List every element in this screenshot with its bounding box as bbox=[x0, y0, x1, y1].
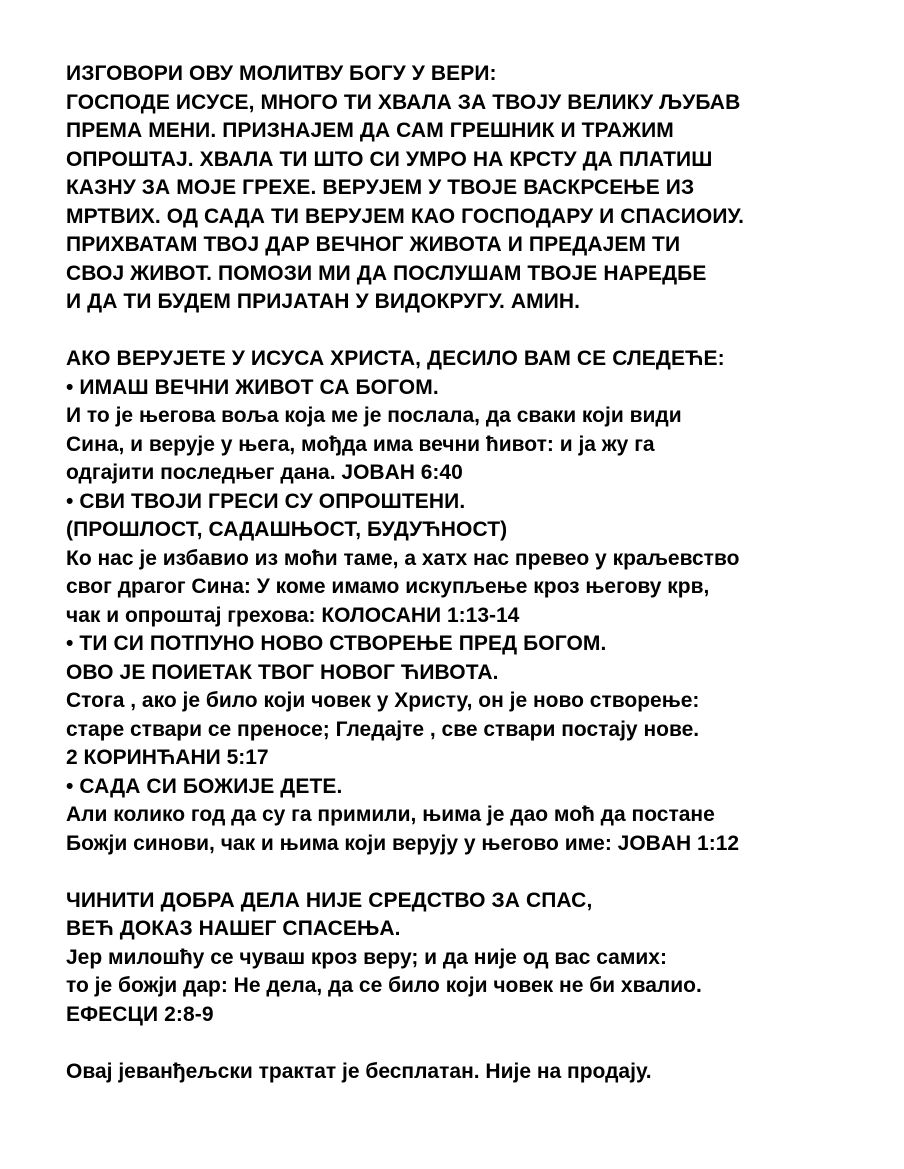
prayer-line: КАЗНУ ЗА МОЈЕ ГРЕХЕ. ВЕРУЈЕМ У ТВОЈЕ ВАСКРСЕЊЕ ИЗ bbox=[66, 176, 695, 199]
believers-section bbox=[66, 345, 886, 858]
prayer-line: ОПРОШТАЈ. ХВАЛА ТИ ШТО СИ УМРО НА КРСТУ ДА ПЛАТИШ bbox=[66, 147, 713, 171]
verse-line: одгајити последњег дана. JOBAH 6:40 bbox=[66, 461, 463, 484]
prayer-line: И ДА ТИ БУДЕМ ПРИЈАТАН У ВИДОКРУГУ. АМИН. bbox=[66, 290, 581, 313]
verse-line: 2 КОРИНЋАНИ 5:17 bbox=[66, 746, 269, 769]
free-tract-note: Овај јеванђељски трактат је бесплатан. Није на продају. bbox=[66, 1059, 652, 1083]
verse-line: Стога , ако је било који човек у Христу, он је ново створење: bbox=[66, 689, 700, 712]
verse-line: Али колико год да су га примили, њима је дао моћ да постане bbox=[66, 803, 715, 826]
prayer-section bbox=[66, 60, 886, 317]
verse-line: Ко нас је избавио из моћи таме, а хатх нас превео у краљевство bbox=[66, 546, 740, 570]
point-title-new-creation: • ТИ СИ ПОТПУНО НОВО СТВОРЕЊЕ ПРЕД БОГОМ. bbox=[66, 632, 607, 655]
point-subtitle-time: (ПРОШЛОСТ, САДАШЊОСТ, БУДУЋНОСТ) bbox=[66, 518, 508, 541]
verse-line: чак и опроштај грехова: КОЛОСАНИ 1:13-14 bbox=[66, 603, 520, 627]
verse-line: Јер милошћу се чуваш кроз веру; и да није од вас самих: bbox=[66, 945, 667, 969]
prayer-line: ПРЕМА МЕНИ. ПРИЗНАЈЕМ ДА САМ ГРЕШНИК И ТРАЖИМ bbox=[66, 119, 674, 142]
believers-heading: АКО ВЕРУЈЕТЕ У ИСУСА ХРИСТА, ДЕСИЛО ВАМ СЕ СЛЕДЕЋЕ: bbox=[66, 347, 725, 370]
point-title-eternal-life: • ИМАШ ВЕЧНИ ЖИВОТ СА БОГОМ. bbox=[66, 375, 439, 399]
prayer-line: СВОЈ ЖИВОТ. ПОМОЗИ МИ ДА ПОСЛУШАМ ТВОЈЕ НАРЕДБЕ bbox=[66, 261, 707, 285]
verse-line: свог драгог Сина: У коме имамо искупљење кроз његову крв, bbox=[66, 575, 710, 598]
works-section bbox=[66, 887, 886, 1030]
verse-line: Сина, и верује у њега, мођда има вечни ћивот: и ја жу га bbox=[66, 432, 655, 456]
point-subtitle-new-life: ОВО ЈЕ ПОИЕТАК ТВОГ НОВОГ ЋИВОТА. bbox=[66, 660, 499, 684]
section-spacer bbox=[66, 317, 886, 346]
verse-line: И то је његова воља која ме је послала, да сваки који види bbox=[66, 404, 682, 427]
works-heading: ВЕЋ ДОКАЗ НАШЕГ СПАСЕЊА. bbox=[66, 917, 401, 940]
section-spacer bbox=[66, 858, 886, 887]
verse-line: то је божји дар: Не дела, да се било који човек не би хвалио. bbox=[66, 974, 702, 997]
verse-reference: ЕФЕСЦИ 2:8-9 bbox=[66, 1002, 214, 1026]
prayer-line: ПРИХВАТАМ ТВОЈ ДАР ВЕЧНОГ ЖИВОТА И ПРЕДАЈЕМ ТИ bbox=[66, 233, 681, 256]
section-spacer bbox=[66, 1029, 886, 1058]
point-title-sins-forgiven: • СВИ ТВОЈИ ГРЕСИ СУ ОПРОШТЕНИ. bbox=[66, 489, 466, 513]
prayer-line: МРТВИХ. ОД САДА ТИ ВЕРУЈЕМ КАО ГОСПОДАРУ И СПАСИОИУ. bbox=[66, 204, 745, 228]
footer-section bbox=[66, 1058, 886, 1087]
prayer-line: ГОСПОДЕ ИСУСЕ, МНОГО ТИ ХВАЛА ЗА ТВОЈУ ВЕЛИКУ ЉУБАВ bbox=[66, 90, 741, 114]
point-title-child-of-god: • САДА СИ БОЖИЈЕ ДЕТЕ. bbox=[66, 774, 343, 798]
tract-page bbox=[66, 60, 886, 1086]
verse-line: Божји синови, чак и њима који верују у његово име: JOBAH 1:12 bbox=[66, 831, 740, 855]
verse-line: старе ствари се преносе; Гледајте , све ствари постају нове. bbox=[66, 717, 700, 741]
prayer-heading: ИЗГОВОРИ ОВУ МОЛИТВУ БОГУ У ВЕРИ: bbox=[66, 62, 497, 85]
works-heading: ЧИНИТИ ДОБРА ДЕЛА НИЈЕ СРЕДСТВО ЗА СПАС, bbox=[66, 888, 593, 912]
